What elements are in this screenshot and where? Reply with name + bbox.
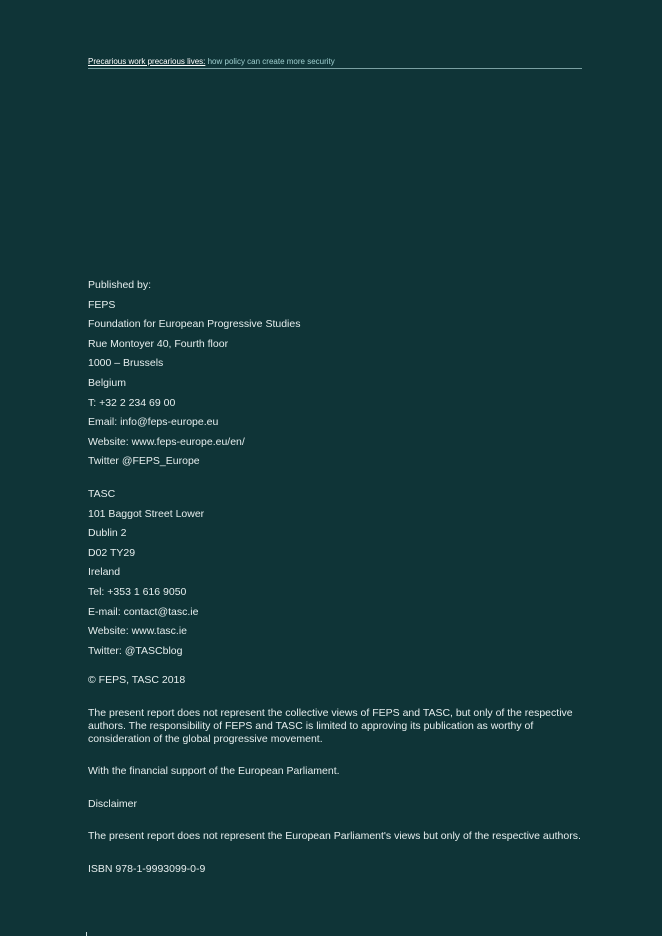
publisher-line: Belgium — [88, 376, 126, 389]
tasc-line: TASC — [88, 487, 116, 500]
header-title: Precarious work precarious lives: — [88, 57, 206, 66]
tasc-email: E-mail: contact@tasc.ie — [88, 605, 199, 618]
tasc-line: D02 TY29 — [88, 546, 136, 559]
tasc-line: 101 Baggot Street Lower — [88, 507, 205, 520]
publisher-line: FEPS — [88, 298, 116, 311]
tasc-line: Dublin 2 — [88, 527, 127, 540]
publisher-line: 1000 – Brussels — [88, 357, 164, 370]
tasc-twitter: Twitter: @TASCblog — [88, 644, 183, 657]
publisher-email: Email: info@feps-europe.eu — [88, 416, 219, 429]
publisher-line: Rue Montoyer 40, Fourth floor — [88, 337, 229, 350]
disclaimer-ep: The present report does not represent the European Parliament's views but only of the respective authors. — [88, 830, 581, 843]
running-header — [88, 56, 582, 69]
publisher-website: Website: www.feps-europe.eu/en/ — [88, 435, 245, 448]
published-by-heading: Published by: — [88, 279, 152, 291]
financial-support-note: With the financial support of the European Parliament. — [88, 765, 340, 778]
publisher-line: Foundation for European Progressive Studies — [88, 318, 301, 331]
tasc-phone: Tel: +353 1 616 9050 — [88, 585, 187, 598]
publisher-phone: T: +32 2 234 69 00 — [88, 396, 176, 409]
imprint-content — [88, 276, 582, 876]
copyright: © FEPS, TASC 2018 — [88, 674, 186, 687]
publisher-twitter: Twitter @FEPS_Europe — [88, 455, 200, 468]
header-subtitle: how policy can create more security — [207, 57, 335, 66]
isbn: ISBN 978-1-9993099-0-9 — [88, 862, 206, 875]
publisher-block — [88, 276, 582, 472]
disclaimer-heading: Disclaimer — [88, 797, 138, 810]
tasc-website: Website: www.tasc.ie — [88, 625, 188, 638]
crop-mark — [86, 932, 87, 936]
tasc-line: Ireland — [88, 566, 121, 579]
disclaimer-feps-tasc: The present report does not represent the collective views of FEPS and TASC, but only of the respective authors. The responsibility of FEPS and TASC is limited to approving its publication as worthy of consideration of the global progressive movement. — [88, 706, 573, 745]
tasc-block — [88, 485, 582, 661]
